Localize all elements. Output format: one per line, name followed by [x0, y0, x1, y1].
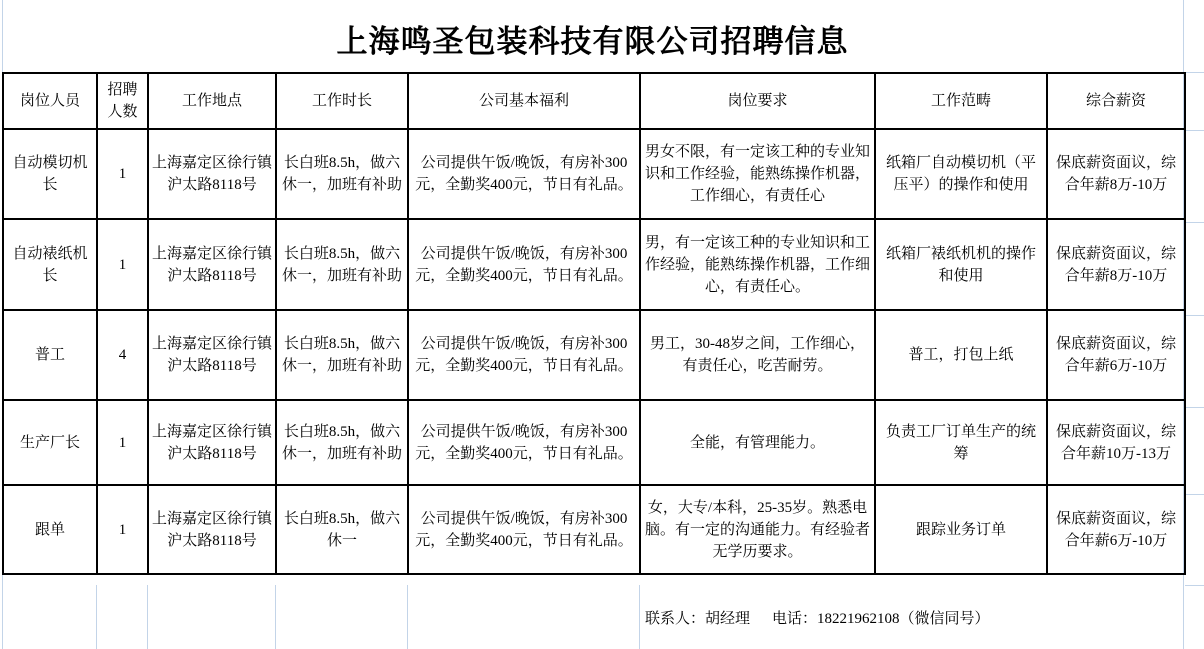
- recruitment-table: [2, 72, 1186, 575]
- header-row: [3, 73, 1185, 129]
- gridline-footer-3: [275, 585, 276, 649]
- column-header-location: 工作地点: [148, 73, 276, 129]
- cell-location: 上海嘉定区徐行镇沪太路8118号: [148, 129, 276, 219]
- footer-row: [0, 585, 1204, 649]
- cell-count: 1: [97, 400, 148, 485]
- table-row: [3, 310, 1185, 400]
- cell-salary: 保底薪资面议，综合年薪6万-10万: [1047, 485, 1185, 574]
- cell-count: 4: [97, 310, 148, 400]
- table-row: [3, 219, 1185, 310]
- cell-benefits: 公司提供午饭/晚饭，有房补300元，全勤奖400元，节日有礼品。: [408, 400, 640, 485]
- column-header-hours: 工作时长: [276, 73, 408, 129]
- column-header-requirements: 岗位要求: [640, 73, 875, 129]
- cell-position: 普工: [3, 310, 97, 400]
- cell-hours: 长白班8.5h，做六休一，加班有补助: [276, 400, 408, 485]
- cell-salary: 保底薪资面议，综合年薪8万-10万: [1047, 129, 1185, 219]
- gridline-right-strip-2: [1185, 130, 1204, 131]
- table-row: [3, 485, 1185, 574]
- cell-salary: 保底薪资面议，综合年薪6万-10万: [1047, 310, 1185, 400]
- cell-location: 上海嘉定区徐行镇沪太路8118号: [148, 485, 276, 574]
- cell-count: 1: [97, 219, 148, 310]
- cell-salary: 保底薪资面议，综合年薪10万-13万: [1047, 400, 1185, 485]
- cell-scope: 纸箱厂自动模切机（平压平）的操作和使用: [875, 129, 1047, 219]
- page-title: 上海鸣圣包装科技有限公司招聘信息: [336, 24, 849, 59]
- gridline-right-strip-4: [1185, 315, 1204, 316]
- gridline-right-strip-1: [1185, 72, 1204, 73]
- cell-requirements: 男工，30-48岁之间，工作细心，有责任心，吃苦耐劳。: [640, 310, 875, 400]
- cell-hours: 长白班8.5h，做六休一，加班有补助: [276, 310, 408, 400]
- cell-requirements: 全能，有管理能力。: [640, 400, 875, 485]
- gridline-right-strip-3: [1185, 222, 1204, 223]
- cell-position: 自动裱纸机长: [3, 219, 97, 310]
- column-header-benefits: 公司基本福利: [408, 73, 640, 129]
- gridline-footer-1: [96, 585, 97, 649]
- cell-location: 上海嘉定区徐行镇沪太路8118号: [148, 400, 276, 485]
- cell-hours: 长白班8.5h，做六休一，加班有补助: [276, 219, 408, 310]
- cell-scope: 普工，打包上纸: [875, 310, 1047, 400]
- cell-benefits: 公司提供午饭/晚饭，有房补300元，全勤奖400元，节日有礼品。: [408, 310, 640, 400]
- cell-salary: 保底薪资面议，综合年薪8万-10万: [1047, 219, 1185, 310]
- column-header-salary: 综合薪资: [1047, 73, 1185, 129]
- table-row: [3, 129, 1185, 219]
- gridline-footer-2: [147, 585, 148, 649]
- gridline-right-strip-6: [1185, 494, 1204, 495]
- cell-hours: 长白班8.5h，做六休一，加班有补助: [276, 129, 408, 219]
- cell-scope: 跟踪业务订单: [875, 485, 1047, 574]
- cell-scope: 负责工厂订单生产的统筹: [875, 400, 1047, 485]
- cell-scope: 纸箱厂裱纸机机的操作和使用: [875, 219, 1047, 310]
- table-row: [3, 400, 1185, 485]
- cell-count: 1: [97, 129, 148, 219]
- cell-requirements: 女，大专/本科，25-35岁。熟悉电脑。有一定的沟通能力。有经验者无学历要求。: [640, 485, 875, 574]
- contact-info: [645, 607, 990, 628]
- gridline-footer-5: [639, 585, 640, 649]
- cell-benefits: 公司提供午饭/晚饭，有房补300元，全勤奖400元，节日有礼品。: [408, 485, 640, 574]
- cell-requirements: 男女不限，有一定该工种的专业知识和工作经验，能熟练操作机器，工作细心，有责任心: [640, 129, 875, 219]
- cell-requirements: 男，有一定该工种的专业知识和工作经验，能熟练操作机器，工作细心，有责任心。: [640, 219, 875, 310]
- cell-hours: 长白班8.5h，做六休一: [276, 485, 408, 574]
- cell-benefits: 公司提供午饭/晚饭，有房补300元，全勤奖400元，节日有礼品。: [408, 129, 640, 219]
- column-header-position: 岗位人员: [3, 73, 97, 129]
- cell-benefits: 公司提供午饭/晚饭，有房补300元，全勤奖400元，节日有礼品。: [408, 219, 640, 310]
- cell-position: 跟单: [3, 485, 97, 574]
- cell-location: 上海嘉定区徐行镇沪太路8118号: [148, 310, 276, 400]
- gridline-right-strip-5: [1185, 407, 1204, 408]
- cell-location: 上海嘉定区徐行镇沪太路8118号: [148, 219, 276, 310]
- column-header-scope: 工作范畴: [875, 73, 1047, 129]
- cell-count: 1: [97, 485, 148, 574]
- gridline-footer-4: [407, 585, 408, 649]
- contact-phone: 电话：18221962108（微信同号）: [772, 611, 990, 627]
- cell-position: 自动模切机长: [3, 129, 97, 219]
- cell-position: 生产厂长: [3, 400, 97, 485]
- contact-person: 联系人：胡经理: [645, 611, 751, 627]
- column-header-count: 招聘人数: [97, 73, 148, 129]
